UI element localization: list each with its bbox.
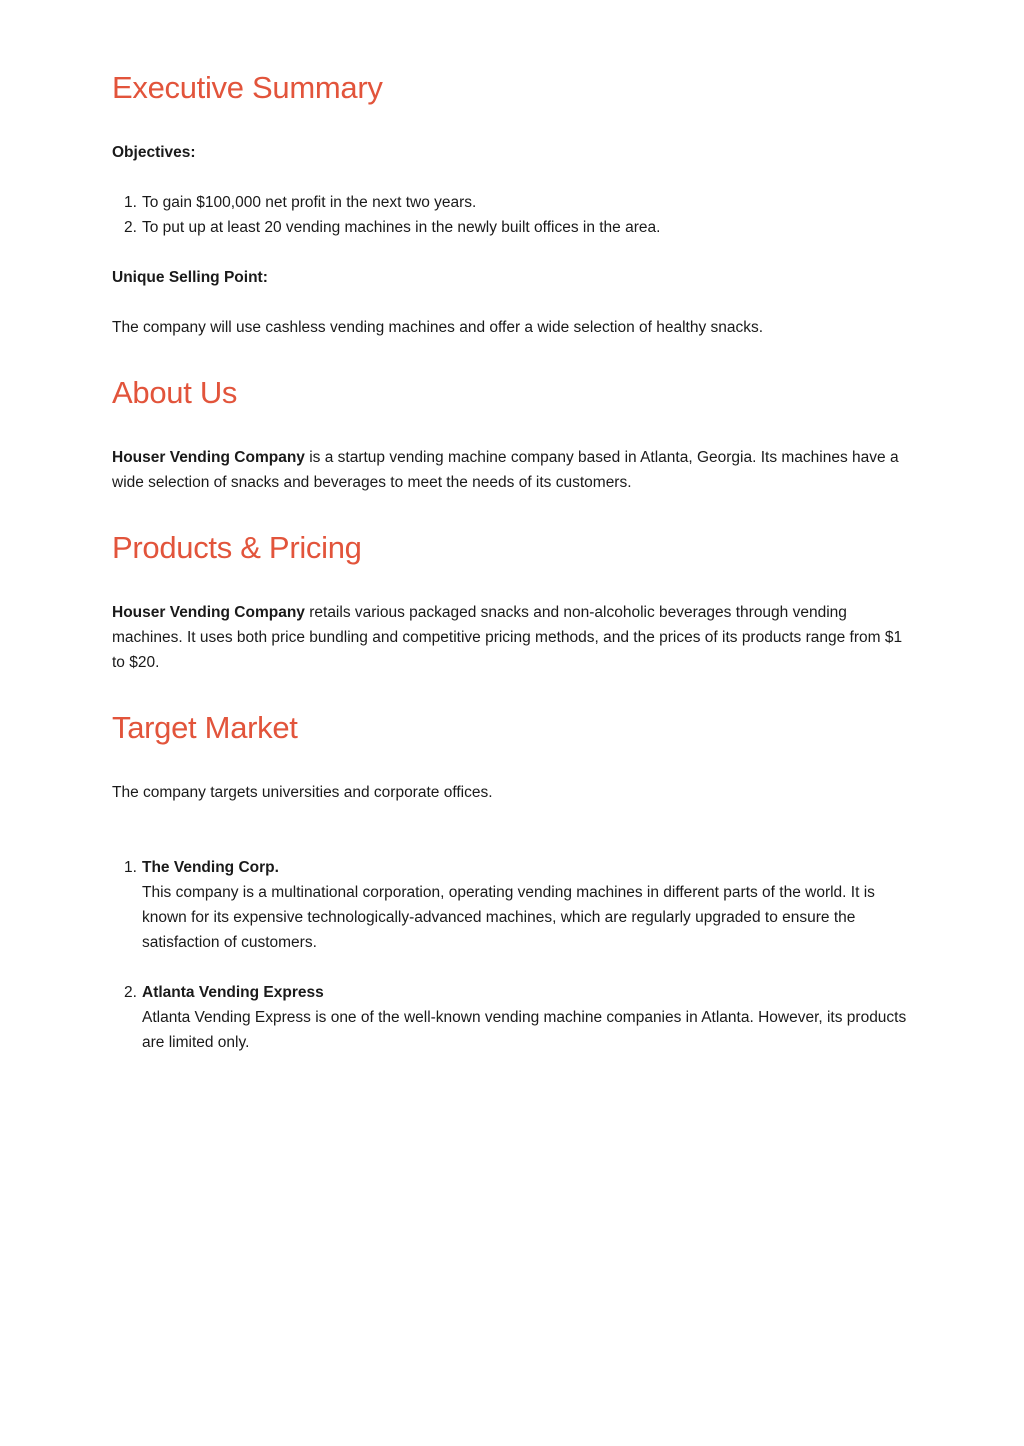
company-name: Houser Vending Company (112, 449, 305, 466)
competitor-name: The Vending Corp. (142, 859, 279, 876)
list-number: 1. (124, 859, 137, 876)
company-name: Houser Vending Company (112, 604, 305, 621)
heading-products-pricing: Products & Pricing (112, 530, 362, 565)
usp-text: The company will use cashless vending machines and offer a wide selection of healthy snacks. (112, 319, 764, 336)
competitor-description: Atlanta Vending Express is one of the well-known vending machine companies in Atlanta. However, its products are limited only. (142, 1009, 907, 1051)
heading-about-us: About Us (112, 375, 238, 410)
list-number: 1. (124, 194, 137, 211)
target-market-intro: The company targets universities and corporate offices. (112, 784, 493, 801)
heading-target-market: Target Market (112, 710, 298, 745)
heading-executive-summary: Executive Summary (112, 70, 383, 105)
competitor-description: This company is a multinational corporation, operating vending machines in different parts of the world. It is known for its expensive technologically-advanced machines, which are regularly upgraded to ensure the satisfaction of customers. (142, 884, 875, 951)
list-number: 2. (124, 984, 137, 1001)
products-pricing-paragraph: Houser Vending Company retails various packaged snacks and non-alcoholic beverages through vending machines. It uses both price bundling and competitive pricing methods, and the prices of its products range from $1 to $20. (112, 604, 903, 671)
about-us-paragraph: Houser Vending Company is a startup vending machine company based in Atlanta, Georgia. Its machines have a wide selection of snacks and beverages to meet the needs of its customers. (112, 449, 899, 491)
competitor-name: Atlanta Vending Express (142, 984, 324, 1001)
list-number: 2. (124, 219, 137, 236)
objectives-label: Objectives: (112, 144, 196, 161)
usp-label: Unique Selling Point: (112, 269, 268, 286)
